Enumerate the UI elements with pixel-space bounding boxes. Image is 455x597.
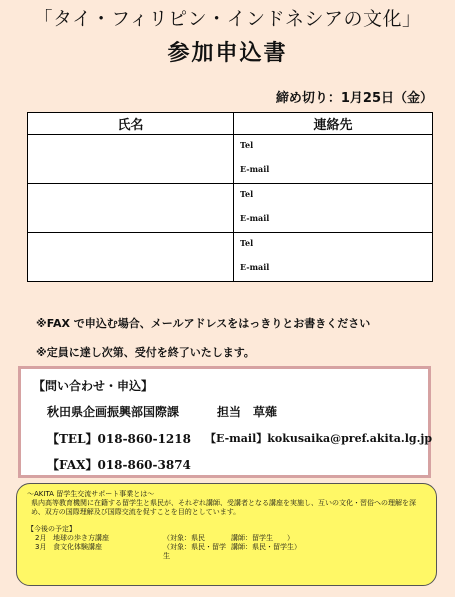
table-header-row: [28, 113, 433, 135]
plan-name: 地球の歩き方講座: [53, 534, 109, 542]
name-field[interactable]: [28, 233, 234, 282]
table-row: [28, 233, 433, 282]
application-table: [27, 112, 433, 282]
inquiry-title: 【問い合わせ・申込】: [33, 379, 154, 393]
email-label: E-mail: [240, 164, 270, 174]
program-heading: ～AKITA 留学生交流サポート事業とは～: [27, 490, 155, 498]
tel-label: Tel: [240, 238, 254, 248]
plan-title: 【今後の予定】: [27, 525, 76, 533]
contact-field[interactable]: [234, 135, 433, 184]
table-row: [28, 184, 433, 233]
plan-lecturer: 講師：留学生 ）: [231, 534, 294, 542]
program-description: 県内高等教育機関に在籍する留学生と県民が、それぞれ講師、受講者となる講座を実施し、互いの文化・習俗への理解を深め、双方の国際理解及び国際交流を促すことを目的としています。: [31, 499, 416, 516]
plan-name: 食文化体験講座: [53, 543, 102, 551]
plan-lecturer: 講師：県民・留学生）: [231, 543, 301, 551]
form-title: 参加申込書: [167, 41, 288, 66]
inquiry-person: 担当 草薙: [217, 405, 278, 419]
title-line1: 「タイ・フィリピン・インドネシアの文化」: [33, 8, 422, 30]
contact-column-header: 連絡先: [234, 113, 433, 135]
program-info-box: [16, 483, 437, 586]
inquiry-org: 秋田県企画振興部国際課: [47, 405, 180, 419]
plan-date: 3月: [35, 543, 47, 551]
deadline-text: 締め切り：1月25日（金）: [275, 91, 433, 106]
list-item: [27, 543, 426, 561]
name-field[interactable]: [28, 184, 234, 233]
name-field[interactable]: [28, 135, 234, 184]
table-row: [28, 135, 433, 184]
contact-field[interactable]: [234, 233, 433, 282]
plan-target: （対象：県民: [163, 534, 205, 542]
list-item: [27, 534, 426, 543]
contact-field[interactable]: [234, 184, 433, 233]
plan-target: （対象：県民・留学生: [163, 543, 226, 560]
name-column-header: 氏名: [28, 113, 234, 135]
tel-label: Tel: [240, 140, 254, 150]
tel-label: Tel: [240, 189, 254, 199]
inquiry-tel: 【TEL】018-860-1218: [47, 432, 191, 446]
email-label: E-mail: [240, 213, 270, 223]
inquiry-email[interactable]: 【E-mail】kokusaika@pref.akita.lg.jp: [205, 432, 433, 445]
fax-note: ※FAX で申込む場合、メールアドレスをはっきりとお書きください: [36, 317, 371, 330]
email-label: E-mail: [240, 262, 270, 272]
inquiry-box: [18, 366, 431, 478]
capacity-note: ※定員に達し次第、受付を終了いたします。: [36, 346, 255, 359]
plan-date: 2月: [35, 534, 47, 542]
inquiry-fax: 【FAX】018-860-3874: [47, 458, 191, 472]
